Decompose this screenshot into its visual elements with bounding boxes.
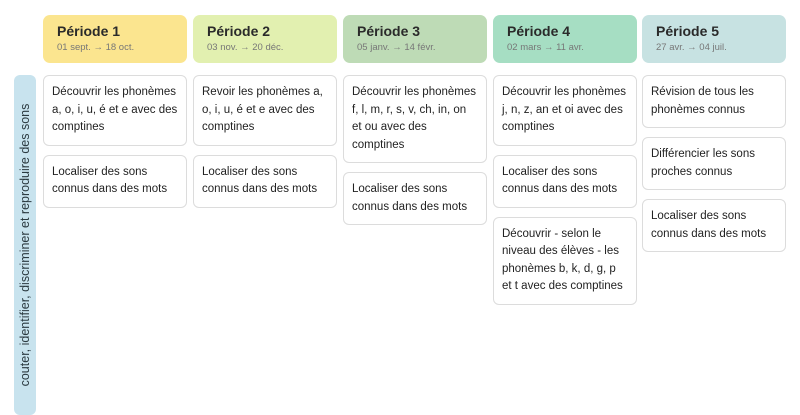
activity-card[interactable]: Découvrir - selon le niveau des élèves - les phonèmes b, k, d, g, p et t avec des comptines (493, 217, 637, 305)
period-dates: 01 sept. → 18 oct. (57, 42, 135, 53)
activity-card[interactable]: Différencier les sons proches connus (642, 137, 786, 190)
period-header-4[interactable] (493, 15, 637, 63)
activity-card[interactable]: Revoir les phonèmes a, o, i, u, é et e avec des comptines (193, 75, 337, 146)
activity-card[interactable]: Découvrir les phonèmes f, l, m, r, s, v, ch, in, on et ou avec des comptines (343, 75, 487, 163)
activity-card[interactable]: Découvrir les phonèmes j, n, z, an et oi avec des comptines (493, 75, 637, 146)
activity-card[interactable]: Localiser des sons connus dans des mots (193, 155, 337, 208)
period-header-1[interactable] (43, 15, 187, 63)
period-column-4 (493, 75, 637, 305)
period-dates: 02 mars → 11 avr. (507, 42, 584, 53)
activity-card[interactable]: Localiser des sons connus dans des mots (43, 155, 187, 208)
activity-card[interactable]: Localiser des sons connus dans des mots (493, 155, 637, 208)
period-column-1 (43, 75, 187, 208)
period-header-3[interactable] (343, 15, 487, 63)
period-title: Période 2 (207, 23, 271, 39)
period-column-3 (343, 75, 487, 225)
activity-card[interactable]: Découvrir les phonèmes a, o, i, u, é et e avec des comptines (43, 75, 187, 146)
activity-card[interactable]: Localiser des sons connus dans des mots (642, 199, 786, 252)
period-title: Période 5 (656, 23, 720, 39)
period-dates: 27 avr. → 04 juil. (656, 42, 727, 53)
period-column-2 (193, 75, 337, 208)
domain-label-text: couter, identifier, discriminer et reproduire des sons (18, 103, 32, 387)
activity-card[interactable]: Localiser des sons connus dans des mots (343, 172, 487, 225)
period-dates: 05 janv. → 14 févr. (357, 42, 436, 53)
period-header-5[interactable] (642, 15, 786, 63)
activity-card[interactable]: Révision de tous les phonèmes connus (642, 75, 786, 128)
period-dates: 03 nov. → 20 déc. (207, 42, 284, 53)
period-header-2[interactable] (193, 15, 337, 63)
period-column-5 (642, 75, 786, 252)
period-title: Période 4 (507, 23, 571, 39)
period-title: Période 3 (357, 23, 421, 39)
period-title: Période 1 (57, 23, 121, 39)
